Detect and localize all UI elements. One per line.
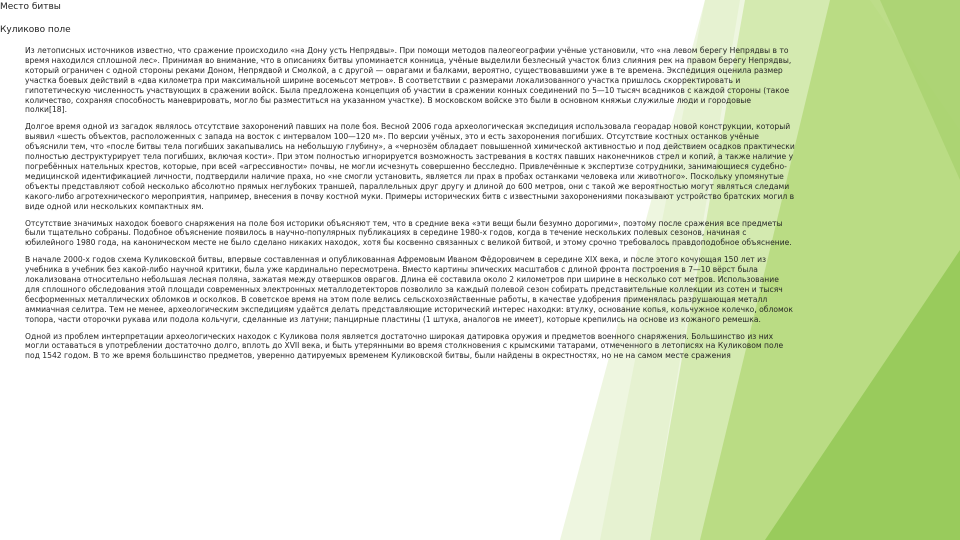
paragraph-burials: Долгое время одной из загадок являлось отсутствие захоронений павших на поле боя. Весной 2006 года археологическая экспедиция использовала георадар новой конструкции, который выявил «шесть объектов, расположенных с запада на восток с интервалом 100—120 м». По версии учёных, это и есть захоронения погибших. Отсутствие костных останков учёные объяснили тем, что «после битвы тела погибших закапывались на небольшую глубину», а «чернозём обладает повышенной химической активностью и под действием осадков практически полностью деструктурирует тела погибших, включая кости». При этом полностью игнорируется возможность застревания в костях павших наконечников стрел и копий, а также наличие у погребённых нательных крестов, которые, при всей «агрессивности» почвы, не могли исчезнуть совершенно бесследно. Привлечённые к экспертизе сотрудники, занимающиеся судебно-медицинской идентификацией личности, подтвердили наличие праха, но «не смогли установить, является ли прах в пробах останками человека или животного». Поскольку упомянутые объекты представляют собой несколько абсолютно прямых неглубоких траншей, параллельных друг другу и длиной до 600 метров, они с такой же вероятностью могут являться следами какого-либо агротехнического мероприятия, например, внесения в почву костной муки. Примеры исторических битв с известными захоронениями показывают устройство братских могил в виде одной или нескольких компактных ям.: [25, 122, 795, 211]
slide-body-text: [25, 46, 795, 368]
paragraph-equipment: Отсутствие значимых находок боевого снаряжения на поле боя историки объясняют тем, что в средние века «эти вещи были безумно дорогими», поэтому после сражения все предметы были тщательно собраны. Подобное объяснение появилось в научно-популярных публикациях в середине 1980-х годов, когда в течение нескольких полевых сезонов, начиная с юбилейного 1980 года, на каноническом месте не было сделано никаких находок, хотя бы косвенно связанных с великой битвой, и этому срочно требовалось правдоподобное объяснение.: [25, 218, 792, 248]
paragraph-location: Из летописных источников известно, что сражение происходило «на Дону усть Непрядвы». При помощи методов палеогеографии учёные установили, что «на левом берегу Непрядвы в то время находился сплошной лес». Принимая во внимание, что в описаниях битвы упоминается конница, учёные выделили безлесный участок близ слияния рек на правом берегу Непрядвы, который ограничен с одной стороны реками Доном, Непрядвой и Смолкой, а с другой — оврагами и балками, вероятно, существовавшими уже в те времена. Экспедиция оценила размер участка боевых действий в «два километра при максимальной ширине восемьсот метров». В соответствии с размерами локализованного участка пришлось скорректировать и гипотетическую численность участвующих в сражении войск. Была предложена концепция об участии в сражении конных соединений по 5—10 тысяч всадников с каждой стороны (такое количество, сохраняя способность маневрировать, могло бы разместиться на указанном участке). В московском войске это были в основном княжьи служилые люди и городовые полки[18].: [25, 46, 792, 115]
paragraph-scheme: В начале 2000-х годов схема Куликовской битвы, впервые составленная и опубликованная Афремовым Иваном Фёдоровичем в середине XIX века, и после этого кочующая 150 лет из учебника в учебник без какой-либо научной критики, была уже кардинально пересмотрена. Вместо картины эпических масштабов с длиной фронта построения в 7—10 вёрст была локализована относительно небольшая лесная поляна, зажатая между отвершков оврагов. Длина её составила около 2 километров при ширине в несколько сот метров. Использование для сплошного обследования этой площади современных электронных металлодетекторов позволило за каждый полевой сезон собирать представительные коллекции из сотен и тысяч бесформенных металлических обломков и осколков. В советское время на этом поле велись сельскохозяйственные работы, в качестве удобрения применялась разрушающая металл аммиачная селитра. Тем не менее, археологическим экспедициям удаётся делать представляющие исторический интерес находки: втулку, основание копья, кольчужное колечко, обломок топора, части оторочки рукава или подола кольчуги, сделанные из латуни; панцирные пластины (1 штука, аналогов не имеет), которые крепились на основе из кожаного ремешка.: [25, 255, 793, 324]
paragraph-dating: Одной из проблем интерпретации археологических находок с Куликова поля является достаточно широкая датировка оружия и предметов военного снаряжения. Большинство из них могли оставаться в употреблении достаточно долго, вплоть до XVII века, и быть утерянными во время столкновения с крымскими татарами, отмеченного в летописях на Куликовом поле под 1542 годом. В то же время большинство предметов, уверенно датируемых временем Куликовской битвы, были найдены в окрестностях, но не на самом месте сражения: [25, 331, 784, 361]
slide-subtitle: Куликово поле: [0, 25, 71, 35]
slide-title: Место битвы: [0, 2, 61, 12]
